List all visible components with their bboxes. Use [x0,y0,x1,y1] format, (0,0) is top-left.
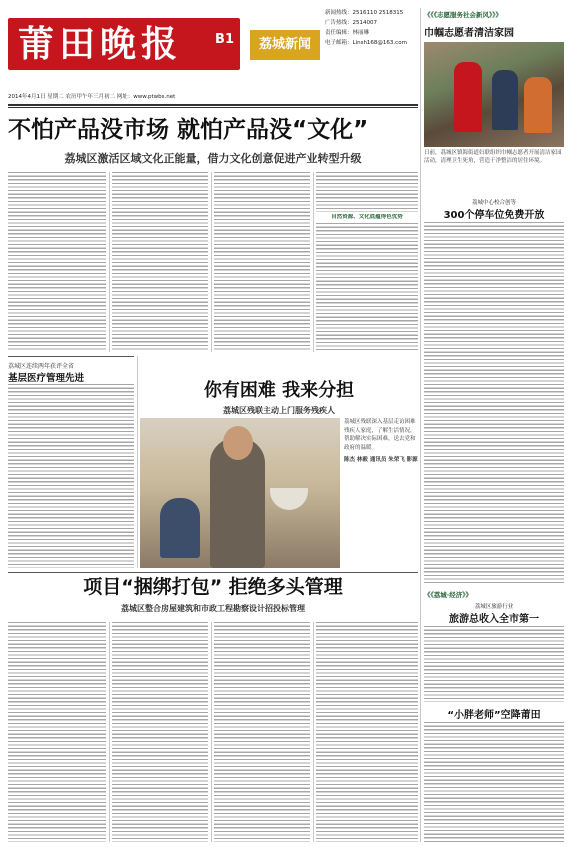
right-body-teacher [424,722,564,842]
page-label: B1 [215,32,234,47]
feature-headline: 你有困难 我来分担 [203,380,355,401]
photo-figure [524,77,552,133]
right-photo-caption: 日前，荔城区镇海街道妇联组织巾帼志愿者开展清洁家园活动，清理卫生死角，营造干净整洁的居住环境。 [424,150,562,164]
column-rule [109,172,110,352]
column-rule [137,356,138,568]
right-title-teacher: “小胖老师”空降莆田 [447,710,541,721]
story3-subhead: 荔城区整合房屋建筑和市政工程勘察设计招投标管理 [121,604,305,613]
story2-rule [8,356,134,357]
feature-photo [140,418,340,568]
story3-body-col-1 [8,622,106,842]
right-title-parking: 300个停车位免费开放 [443,210,545,221]
story2-body [8,384,134,568]
right-tag-volunteer: 《《《志愿服务社会新风》》》 [424,11,502,19]
info-email: 电子邮箱：Linsh168@163.com [325,40,407,46]
lead-body-col-2 [112,172,208,352]
story2-kicker: 荔城区连续两年获评全省 [8,363,75,370]
lead-body-col-1 [8,172,106,352]
info-ad-hotline: 广告热线：2514007 [325,20,377,26]
header-rule [8,104,418,106]
section-rule [8,572,418,573]
right-title-tourism: 旅游总收入全市第一 [449,614,539,625]
section-banner: 荔城新闻 [250,30,320,60]
dateline: 2014年4月1日 星期二 农历甲午年三月初二 网址：www.ptwbs.net [8,94,176,100]
story3-headline: 项目“捆绑打包” 拒绝多头管理 [83,576,343,598]
lead-body-col-4a [316,172,418,212]
right-body-parking [424,222,564,584]
right-tag-economy: 《《荔城·经济》》 [424,591,472,599]
right-kicker-parking: 荔城中心校合创等 [471,200,516,206]
info-box [325,8,415,118]
lead-kicker: 自然资源、文化底蕴得色优势 [331,214,403,220]
photo-figure [454,62,482,132]
feature-caption [344,418,418,568]
lead-body-col-4b [316,223,418,352]
story3-body-col-4 [316,622,418,842]
column-rule [109,622,110,842]
column-rule [313,172,314,352]
column-rule [211,172,212,352]
lead-subhead: 荔城区激活区域文化正能量，借力文化创意促进产业转型升级 [64,152,362,165]
feature-subhead: 荔城区残联主动上门服务残疾人 [223,406,335,415]
header-rule-thin [8,107,418,108]
photo-figure [492,70,518,130]
right-kicker-tourism: 荔城区旅游行业 [474,604,514,610]
info-editor: 责任编辑：林丽琳 [325,30,370,36]
story2-title: 基层医疗管理先进 [8,373,85,384]
column-rule [211,622,212,842]
photo-figure-head [223,426,253,460]
photo-figure-child [160,498,200,558]
right-title-volunteer: 巾帼志愿者清洁家园 [424,28,514,39]
info-news-hotline: 新闻热线：2516110 2518315 [325,10,404,16]
photo-object-bowl [270,488,308,510]
feature-caption-text: 荔城区残联深入基层走访困难残疾人家庭，了解生活情况，帮助解决实际困难，送去党和政府的温暖。 [344,419,416,451]
story3-body-col-3 [214,622,310,842]
feature-credit: 陈杰 林毅 通讯员 朱荣飞 影源 [344,457,418,463]
right-photo-volunteers [424,42,564,147]
lead-headline: 不怕产品没市场 就怕产品没“文化” [8,117,369,143]
story3-body-col-2 [112,622,208,842]
right-body-tourism [424,626,564,702]
masthead-title: 莆田晚报 [18,23,183,65]
right-column-rule [420,8,421,842]
lead-body-col-3 [214,172,310,352]
column-rule [313,622,314,842]
masthead-logo [8,18,240,70]
